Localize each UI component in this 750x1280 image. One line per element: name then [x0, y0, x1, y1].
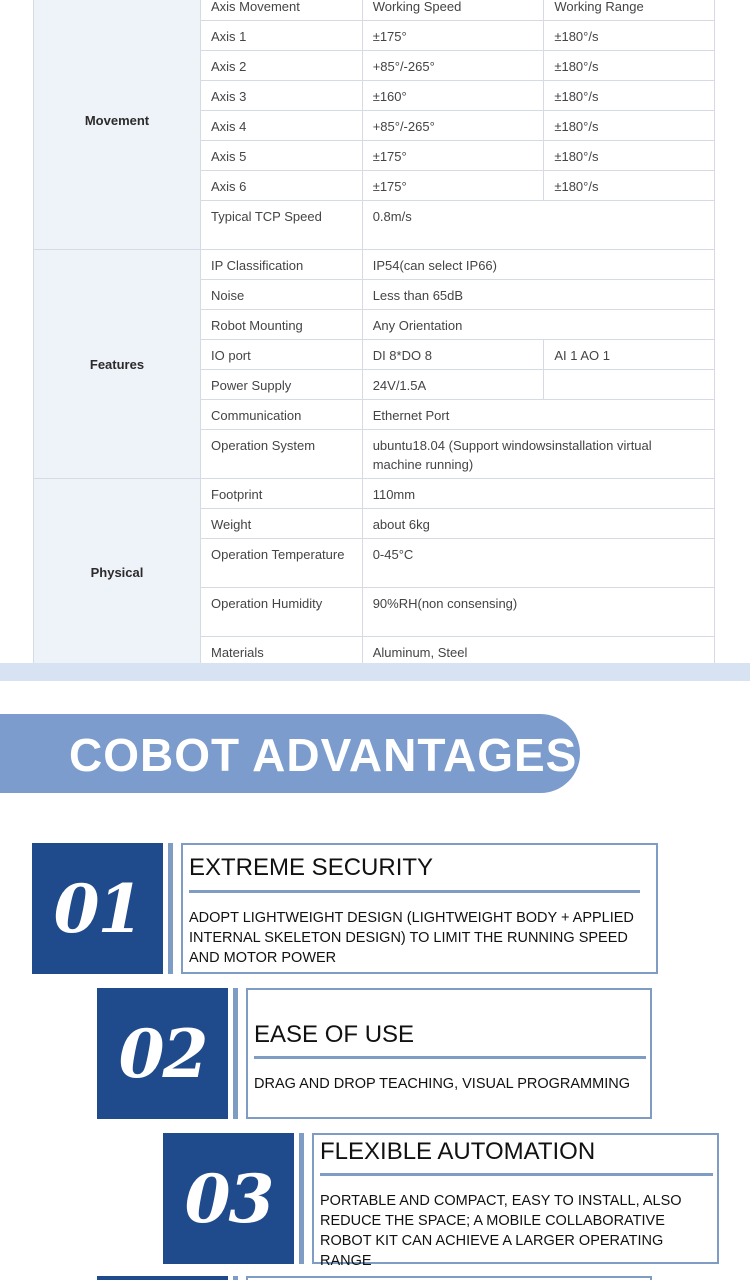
- table-cell: Noise: [201, 280, 363, 309]
- advantage-number: 01: [32, 843, 163, 974]
- advantage-description: ADOPT LIGHTWEIGHT DESIGN (LIGHTWEIGHT BODY + APPLIED INTERNAL SKELETON DESIGN) TO LIMIT THE RUNNING SPEED AND MOTOR POWER: [189, 910, 634, 966]
- section-rows: [201, 479, 715, 666]
- advantage-number: 02: [97, 988, 228, 1119]
- advantage-text-box: [312, 1133, 719, 1269]
- table-cell: ±175°: [372, 179, 407, 194]
- section-divider: [0, 663, 750, 681]
- table-cell: Axis 1: [201, 21, 363, 50]
- table-cell: Less than 65dB: [372, 288, 464, 303]
- advantage-text-box: [246, 988, 652, 1119]
- advantage-description: PORTABLE AND COMPACT, EASY TO INSTALL, ALSO REDUCE THE SPACE; A MOBILE COLLABORATIVE ROBOT KIT CAN ACHIEVE A LARGER OPERATING RANGE: [320, 1193, 682, 1269]
- table-row: [201, 171, 715, 201]
- table-cell: about 6kg: [372, 517, 430, 532]
- table-cell: Power Supply: [201, 370, 363, 399]
- table-row: [201, 21, 715, 51]
- table-cell: Operation Temperature: [201, 539, 363, 587]
- card-accent-bar: [233, 988, 238, 1119]
- table-cell: Working Speed: [372, 0, 462, 14]
- section-rows: [201, 250, 715, 478]
- table-cell: Axis 4: [201, 111, 363, 140]
- table-cell: +85°/-265°: [372, 119, 435, 134]
- advantage-card: [163, 1133, 719, 1269]
- table-cell: +85°/-265°: [372, 59, 435, 74]
- table-row: [201, 280, 715, 310]
- table-cell: ±160°: [372, 89, 407, 104]
- table-row: [201, 201, 715, 249]
- table-cell: Footprint: [201, 479, 363, 508]
- table-cell: 90%RH(non consensing): [372, 596, 518, 611]
- table-cell: Materials: [201, 637, 363, 666]
- table-cell: ±175°: [372, 29, 407, 44]
- table-row: [201, 637, 715, 666]
- table-row: [201, 141, 715, 171]
- table-row: [201, 479, 715, 509]
- table-cell: Axis 5: [201, 141, 363, 170]
- section-features: [33, 250, 715, 479]
- table-cell: ±180°/s: [543, 51, 714, 80]
- table-cell: Axis Movement: [201, 0, 363, 20]
- category-label: Movement: [33, 0, 201, 249]
- table-cell: ubuntu18.04 (Support windowsinstallation virtual machine running): [372, 438, 652, 472]
- category-label: Physical: [33, 479, 201, 666]
- table-row: [201, 51, 715, 81]
- table-cell: Typical TCP Speed: [201, 201, 363, 249]
- table-cell: Operation System: [201, 430, 363, 478]
- category-label: Features: [33, 250, 201, 478]
- advantage-number: 03: [163, 1133, 294, 1264]
- table-cell: Operation Humidity: [201, 588, 363, 636]
- card-accent-bar: [299, 1133, 304, 1264]
- table-row: [201, 81, 715, 111]
- section-rows: [201, 0, 715, 249]
- table-cell: ±175°: [372, 149, 407, 164]
- advantages-heading: COBOT ADVANTAGES: [69, 729, 578, 781]
- section-movement: [33, 0, 715, 250]
- table-cell: ±180°/s: [543, 111, 714, 140]
- card-accent-bar: [168, 843, 173, 974]
- table-cell: ±180°/s: [543, 21, 714, 50]
- table-row: [201, 430, 715, 478]
- table-cell: IP Classification: [201, 250, 363, 279]
- table-cell: 24V/1.5A: [372, 378, 427, 393]
- table-cell: Axis 6: [201, 171, 363, 200]
- table-row: [201, 588, 715, 637]
- title-underline: [254, 1056, 646, 1059]
- advantage-text-box: [246, 1276, 652, 1280]
- table-cell: Weight: [201, 509, 363, 538]
- table-cell: Working Range: [543, 0, 714, 20]
- advantage-card: [32, 843, 658, 974]
- table-row: [201, 340, 715, 370]
- table-cell: Ethernet Port: [372, 408, 450, 423]
- table-row: [201, 400, 715, 430]
- advantage-title: EXTREME SECURITY: [189, 854, 434, 881]
- table-cell: ±180°/s: [543, 141, 714, 170]
- table-cell: Aluminum, Steel: [372, 645, 468, 660]
- table-row: [201, 111, 715, 141]
- card-accent-bar: [233, 1276, 238, 1280]
- advantage-title: EASE OF USE: [254, 1021, 415, 1048]
- table-cell: 110mm: [372, 487, 416, 502]
- table-row: [201, 250, 715, 280]
- table-cell: [543, 370, 714, 399]
- title-underline: [320, 1173, 713, 1176]
- table-cell: Axis 2: [201, 51, 363, 80]
- table-cell: Any Orientation: [372, 318, 463, 333]
- table-row: [201, 310, 715, 340]
- advantage-card: [97, 988, 652, 1119]
- table-row: [201, 370, 715, 400]
- advantage-number-box: [97, 1276, 228, 1280]
- title-underline: [189, 890, 640, 893]
- table-cell: 0-45°C: [372, 547, 414, 562]
- spec-table: [33, 0, 715, 667]
- advantage-title: FLEXIBLE AUTOMATION: [320, 1138, 596, 1165]
- table-cell: ±180°/s: [543, 171, 714, 200]
- table-cell: IP54(can select IP66): [372, 258, 497, 273]
- table-cell: 0.8m/s: [372, 209, 412, 224]
- table-cell: IO port: [201, 340, 363, 369]
- table-cell: DI 8*DO 8: [372, 348, 432, 363]
- table-row: [201, 539, 715, 588]
- table-row: [201, 509, 715, 539]
- section-physical: [33, 479, 715, 667]
- table-cell: Communication: [201, 400, 363, 429]
- table-cell: AI 1 AO 1: [543, 340, 714, 369]
- table-cell: Robot Mounting: [201, 310, 363, 339]
- advantage-description: DRAG AND DROP TEACHING, VISUAL PROGRAMMING: [254, 1076, 630, 1092]
- advantage-text-box: [181, 843, 658, 974]
- table-cell: ±180°/s: [543, 81, 714, 110]
- table-cell: Axis 3: [201, 81, 363, 110]
- table-row: [201, 0, 715, 21]
- advantage-card-partial: [97, 1276, 652, 1280]
